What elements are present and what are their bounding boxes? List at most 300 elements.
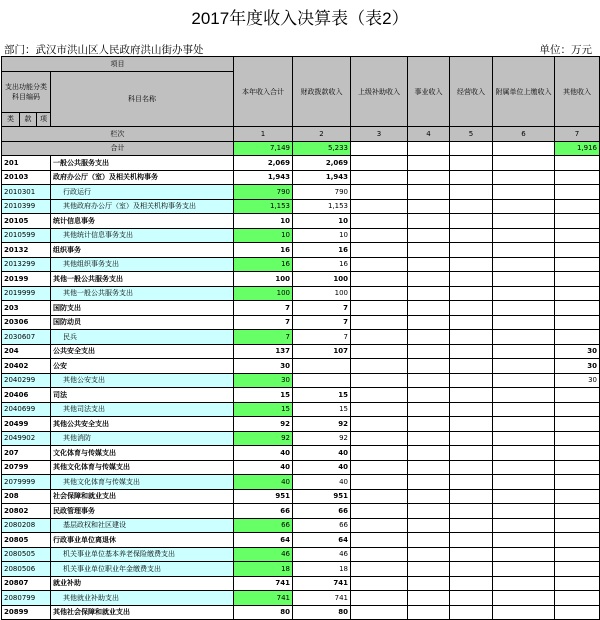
- row-col4: [408, 214, 450, 229]
- row-col1: 951: [234, 489, 293, 504]
- row-col5: [450, 576, 493, 591]
- row-col6: [493, 417, 555, 432]
- row-code: 2019999: [2, 286, 51, 301]
- unit-label: 单位：万元: [539, 44, 592, 56]
- row-col7: [555, 228, 600, 243]
- row-col4: [408, 533, 450, 548]
- header-col4: 事业收入: [408, 57, 450, 127]
- header-col7: 其他收入: [555, 57, 600, 127]
- row-col2: 107: [293, 344, 351, 359]
- row-col6: [493, 330, 555, 345]
- row-code: 207: [2, 446, 51, 461]
- row-col7: [555, 605, 600, 620]
- row-col6: [493, 272, 555, 287]
- row-col2: 2,069: [293, 156, 351, 171]
- row-col7: [555, 330, 600, 345]
- row-col3: [351, 359, 408, 374]
- row-col3: [351, 301, 408, 316]
- row-col4: [408, 301, 450, 316]
- header-n5: 5: [450, 127, 493, 142]
- row-code: 20406: [2, 388, 51, 403]
- table-row: [2, 243, 600, 258]
- row-col3: [351, 185, 408, 200]
- row-col5: [450, 489, 493, 504]
- row-col3: [351, 228, 408, 243]
- row-col2: 100: [293, 286, 351, 301]
- row-code: 20402: [2, 359, 51, 374]
- row-col7: [555, 533, 600, 548]
- row-col3: [351, 170, 408, 185]
- row-code: 2030607: [2, 330, 51, 345]
- row-col6: [493, 286, 555, 301]
- row-code: 20132: [2, 243, 51, 258]
- row-col6: [493, 243, 555, 258]
- table-row: [2, 228, 600, 243]
- header-col1: 本年收入合计: [234, 57, 293, 127]
- row-col4: [408, 359, 450, 374]
- row-col6: [493, 344, 555, 359]
- table-row: [2, 431, 600, 446]
- row-col1: 741: [234, 591, 293, 606]
- row-subject-name: 司法: [51, 388, 234, 403]
- table-row: [2, 185, 600, 200]
- row-col4: [408, 446, 450, 461]
- row-col6: [493, 591, 555, 606]
- table-row: [2, 489, 600, 504]
- row-col2: 100: [293, 272, 351, 287]
- row-col5: [450, 518, 493, 533]
- row-col2: 92: [293, 417, 351, 432]
- row-col6: [493, 446, 555, 461]
- row-col3: [351, 518, 408, 533]
- table-row: [2, 388, 600, 403]
- row-col3: [351, 562, 408, 577]
- row-col7: [555, 388, 600, 403]
- row-col5: [450, 533, 493, 548]
- row-code: 201: [2, 156, 51, 171]
- row-col7: [555, 315, 600, 330]
- row-col1: 741: [234, 576, 293, 591]
- row-code: 2010301: [2, 185, 51, 200]
- row-col3: [351, 576, 408, 591]
- row-col2: 7: [293, 301, 351, 316]
- row-col1: 2,069: [234, 156, 293, 171]
- row-col7: 30: [555, 373, 600, 388]
- row-col7: [555, 185, 600, 200]
- row-col7: [555, 431, 600, 446]
- table-row: [2, 156, 600, 171]
- row-col4: [408, 185, 450, 200]
- row-col5: [450, 243, 493, 258]
- header-col3: 上级补助收入: [351, 57, 408, 127]
- table-row: [2, 170, 600, 185]
- table-row: [2, 344, 600, 359]
- row-col6: [493, 301, 555, 316]
- row-subject-name: 民政管理事务: [51, 504, 234, 519]
- row-col4: [408, 518, 450, 533]
- row-subject-name: 其他公安支出: [51, 373, 234, 388]
- table-row: [2, 547, 600, 562]
- department-label: 部门：武汉市洪山区人民政府洪山街办事处: [4, 44, 204, 56]
- table-row: [2, 533, 600, 548]
- row-subject-name: 其他文化体育与传媒支出: [51, 460, 234, 475]
- header-lei: 类: [2, 112, 20, 127]
- row-col3: [351, 533, 408, 548]
- row-subject-name: 公安: [51, 359, 234, 374]
- row-col3: [351, 605, 408, 620]
- header-kuan: 款: [20, 112, 37, 127]
- row-col5: [450, 359, 493, 374]
- row-col2: 40: [293, 446, 351, 461]
- row-subject-name: 其他统计信息事务支出: [51, 228, 234, 243]
- row-col2: 64: [293, 533, 351, 548]
- table-row: [2, 562, 600, 577]
- row-col3: [351, 199, 408, 214]
- row-col3: [351, 243, 408, 258]
- report-title: 2017年度收入决算表（表2）: [191, 9, 409, 28]
- row-code: 2049902: [2, 431, 51, 446]
- row-col1: 40: [234, 475, 293, 490]
- row-col2: [293, 373, 351, 388]
- header-n4: 4: [408, 127, 450, 142]
- row-col4: [408, 489, 450, 504]
- row-col1: 80: [234, 605, 293, 620]
- row-col4: [408, 330, 450, 345]
- row-col7: [555, 576, 600, 591]
- total-col6: [493, 141, 555, 156]
- row-subject-name: 其他一般公共服务支出: [51, 286, 234, 301]
- row-col2: 10: [293, 228, 351, 243]
- row-col2: 7: [293, 315, 351, 330]
- row-col2: 951: [293, 489, 351, 504]
- table-row: [2, 417, 600, 432]
- row-col6: [493, 605, 555, 620]
- row-col7: [555, 518, 600, 533]
- row-col5: [450, 460, 493, 475]
- row-code: 203: [2, 301, 51, 316]
- row-col3: [351, 402, 408, 417]
- row-col7: 30: [555, 359, 600, 374]
- row-subject-name: 一般公共服务支出: [51, 156, 234, 171]
- row-subject-name: 政府办公厅（室）及相关机构事务: [51, 170, 234, 185]
- row-col1: 7: [234, 315, 293, 330]
- row-col5: [450, 591, 493, 606]
- table-row: [2, 373, 600, 388]
- row-col2: 10: [293, 214, 351, 229]
- header-n1: 1: [234, 127, 293, 142]
- row-col1: 30: [234, 359, 293, 374]
- row-col3: [351, 373, 408, 388]
- row-col7: [555, 199, 600, 214]
- row-col7: [555, 257, 600, 272]
- row-col4: [408, 591, 450, 606]
- total-label: 合计: [2, 141, 234, 156]
- table-row: [2, 591, 600, 606]
- row-col5: [450, 301, 493, 316]
- row-col4: [408, 257, 450, 272]
- row-col4: [408, 286, 450, 301]
- row-col4: [408, 373, 450, 388]
- row-col2: 741: [293, 576, 351, 591]
- row-col2: 92: [293, 431, 351, 446]
- row-col4: [408, 344, 450, 359]
- table-row: [2, 504, 600, 519]
- row-col4: [408, 388, 450, 403]
- row-col4: [408, 562, 450, 577]
- row-col3: [351, 257, 408, 272]
- table-row: [2, 359, 600, 374]
- table-row: [2, 315, 600, 330]
- header-n7: 7: [555, 127, 600, 142]
- row-col2: 40: [293, 460, 351, 475]
- row-col3: [351, 344, 408, 359]
- row-subject-name: 基层政权和社区建设: [51, 518, 234, 533]
- row-subject-name: 民兵: [51, 330, 234, 345]
- row-col2: 18: [293, 562, 351, 577]
- header-col5: 经营收入: [450, 57, 493, 127]
- row-col2: 16: [293, 257, 351, 272]
- row-col2: 16: [293, 243, 351, 258]
- row-col3: [351, 489, 408, 504]
- row-code: 2080799: [2, 591, 51, 606]
- header-subject-name: 科目名称: [51, 71, 234, 127]
- row-col3: [351, 315, 408, 330]
- row-col2: 7: [293, 330, 351, 345]
- row-col5: [450, 315, 493, 330]
- row-col7: [555, 170, 600, 185]
- header-col6: 附属单位上缴收入: [493, 57, 555, 127]
- header-row-order: 栏次: [2, 127, 234, 142]
- row-col5: [450, 156, 493, 171]
- total-col1: 7,149: [234, 141, 293, 156]
- row-col6: [493, 562, 555, 577]
- row-col7: [555, 301, 600, 316]
- row-subject-name: 国防动员: [51, 315, 234, 330]
- row-subject-name: 统计信息事务: [51, 214, 234, 229]
- row-code: 2013299: [2, 257, 51, 272]
- row-code: 2040699: [2, 402, 51, 417]
- row-subject-name: 社会保障和就业支出: [51, 489, 234, 504]
- total-col2: 5,233: [293, 141, 351, 156]
- row-code: 2010599: [2, 228, 51, 243]
- row-col2: 15: [293, 388, 351, 403]
- row-col1: 40: [234, 446, 293, 461]
- table-row: [2, 576, 600, 591]
- row-col5: [450, 388, 493, 403]
- total-col7: 1,916: [555, 141, 600, 156]
- row-col5: [450, 272, 493, 287]
- row-col2: 1,153: [293, 199, 351, 214]
- row-col5: [450, 504, 493, 519]
- row-col2: 66: [293, 504, 351, 519]
- row-col6: [493, 431, 555, 446]
- row-code: 2080505: [2, 547, 51, 562]
- row-col5: [450, 199, 493, 214]
- row-col5: [450, 214, 493, 229]
- row-col1: 66: [234, 504, 293, 519]
- row-col6: [493, 214, 555, 229]
- row-col2: 80: [293, 605, 351, 620]
- row-col3: [351, 156, 408, 171]
- table-row: [2, 330, 600, 345]
- row-code: 20807: [2, 576, 51, 591]
- row-col1: 1,943: [234, 170, 293, 185]
- row-col5: [450, 402, 493, 417]
- row-col6: [493, 257, 555, 272]
- row-col6: [493, 475, 555, 490]
- row-subject-name: 其他政府办公厅（室）及相关机构事务支出: [51, 199, 234, 214]
- row-col3: [351, 214, 408, 229]
- table-row: [2, 272, 600, 287]
- row-col2: 66: [293, 518, 351, 533]
- row-col4: [408, 547, 450, 562]
- row-col5: [450, 431, 493, 446]
- row-col4: [408, 402, 450, 417]
- row-col4: [408, 243, 450, 258]
- row-col4: [408, 576, 450, 591]
- row-col3: [351, 330, 408, 345]
- row-col1: 15: [234, 402, 293, 417]
- row-col1: 790: [234, 185, 293, 200]
- row-col1: 100: [234, 272, 293, 287]
- row-col4: [408, 199, 450, 214]
- row-col6: [493, 185, 555, 200]
- row-col1: 137: [234, 344, 293, 359]
- row-col1: 16: [234, 243, 293, 258]
- row-subject-name: 就业补助: [51, 576, 234, 591]
- row-col6: [493, 228, 555, 243]
- row-col1: 18: [234, 562, 293, 577]
- row-col3: [351, 417, 408, 432]
- income-table: [1, 56, 600, 620]
- row-col4: [408, 605, 450, 620]
- row-code: 20799: [2, 460, 51, 475]
- table-row: [2, 301, 600, 316]
- row-col7: [555, 156, 600, 171]
- row-col3: [351, 272, 408, 287]
- row-col5: [450, 446, 493, 461]
- row-col6: [493, 315, 555, 330]
- row-col1: 66: [234, 518, 293, 533]
- row-col3: [351, 286, 408, 301]
- row-code: 2080208: [2, 518, 51, 533]
- row-col3: [351, 591, 408, 606]
- row-col1: 10: [234, 228, 293, 243]
- row-col3: [351, 446, 408, 461]
- row-subject-name: 其他一般公共服务支出: [51, 272, 234, 287]
- row-col2: 741: [293, 591, 351, 606]
- row-col4: [408, 228, 450, 243]
- row-code: 20899: [2, 605, 51, 620]
- row-code: 2080506: [2, 562, 51, 577]
- table-row: [2, 199, 600, 214]
- header-n2: 2: [293, 127, 351, 142]
- row-subject-name: 其他组织事务支出: [51, 257, 234, 272]
- row-code: 20805: [2, 533, 51, 548]
- row-col1: 1,153: [234, 199, 293, 214]
- row-subject-name: 行政运行: [51, 185, 234, 200]
- table-row: [2, 518, 600, 533]
- row-code: 20306: [2, 315, 51, 330]
- row-col5: [450, 257, 493, 272]
- row-col4: [408, 156, 450, 171]
- table-row: [2, 605, 600, 620]
- row-col2: 790: [293, 185, 351, 200]
- row-col5: [450, 562, 493, 577]
- row-col7: [555, 402, 600, 417]
- row-col6: [493, 402, 555, 417]
- row-col2: 46: [293, 547, 351, 562]
- row-col6: [493, 388, 555, 403]
- row-code: 2040299: [2, 373, 51, 388]
- row-subject-name: 其他消防: [51, 431, 234, 446]
- row-col2: 40: [293, 475, 351, 490]
- row-subject-name: 机关事业单位职业年金缴费支出: [51, 562, 234, 577]
- row-subject-name: 其他文化体育与传媒支出: [51, 475, 234, 490]
- row-col7: [555, 214, 600, 229]
- table-row: [2, 214, 600, 229]
- row-col6: [493, 359, 555, 374]
- row-col5: [450, 547, 493, 562]
- row-col5: [450, 185, 493, 200]
- row-col6: [493, 576, 555, 591]
- row-col7: [555, 272, 600, 287]
- row-col1: 10: [234, 214, 293, 229]
- row-col5: [450, 605, 493, 620]
- row-code: 20103: [2, 170, 51, 185]
- row-code: 20199: [2, 272, 51, 287]
- row-col3: [351, 388, 408, 403]
- row-col3: [351, 460, 408, 475]
- row-subject-name: 组织事务: [51, 243, 234, 258]
- row-col1: 30: [234, 373, 293, 388]
- row-col5: [450, 286, 493, 301]
- header-code-group: 支出功能分类科目编码: [2, 71, 51, 112]
- row-col4: [408, 475, 450, 490]
- total-col5: [450, 141, 493, 156]
- table-row: [2, 257, 600, 272]
- row-col1: 64: [234, 533, 293, 548]
- row-col5: [450, 330, 493, 345]
- row-col6: [493, 460, 555, 475]
- header-n3: 3: [351, 127, 408, 142]
- row-col6: [493, 199, 555, 214]
- table-row: [2, 402, 600, 417]
- row-col1: 46: [234, 547, 293, 562]
- row-col6: [493, 518, 555, 533]
- row-col6: [493, 504, 555, 519]
- row-col4: [408, 460, 450, 475]
- row-col6: [493, 170, 555, 185]
- table-row: [2, 460, 600, 475]
- table-row: [2, 286, 600, 301]
- row-code: 204: [2, 344, 51, 359]
- row-code: 20105: [2, 214, 51, 229]
- row-subject-name: 其他社会保障和就业支出: [51, 605, 234, 620]
- row-col4: [408, 417, 450, 432]
- row-col6: [493, 533, 555, 548]
- header-col2: 财政拨款收入: [293, 57, 351, 127]
- row-subject-name: 其他公共安全支出: [51, 417, 234, 432]
- row-col7: [555, 417, 600, 432]
- row-col7: [555, 489, 600, 504]
- row-col4: [408, 170, 450, 185]
- row-code: 208: [2, 489, 51, 504]
- row-code: 2079999: [2, 475, 51, 490]
- row-col3: [351, 547, 408, 562]
- row-code: 2010399: [2, 199, 51, 214]
- row-col3: [351, 475, 408, 490]
